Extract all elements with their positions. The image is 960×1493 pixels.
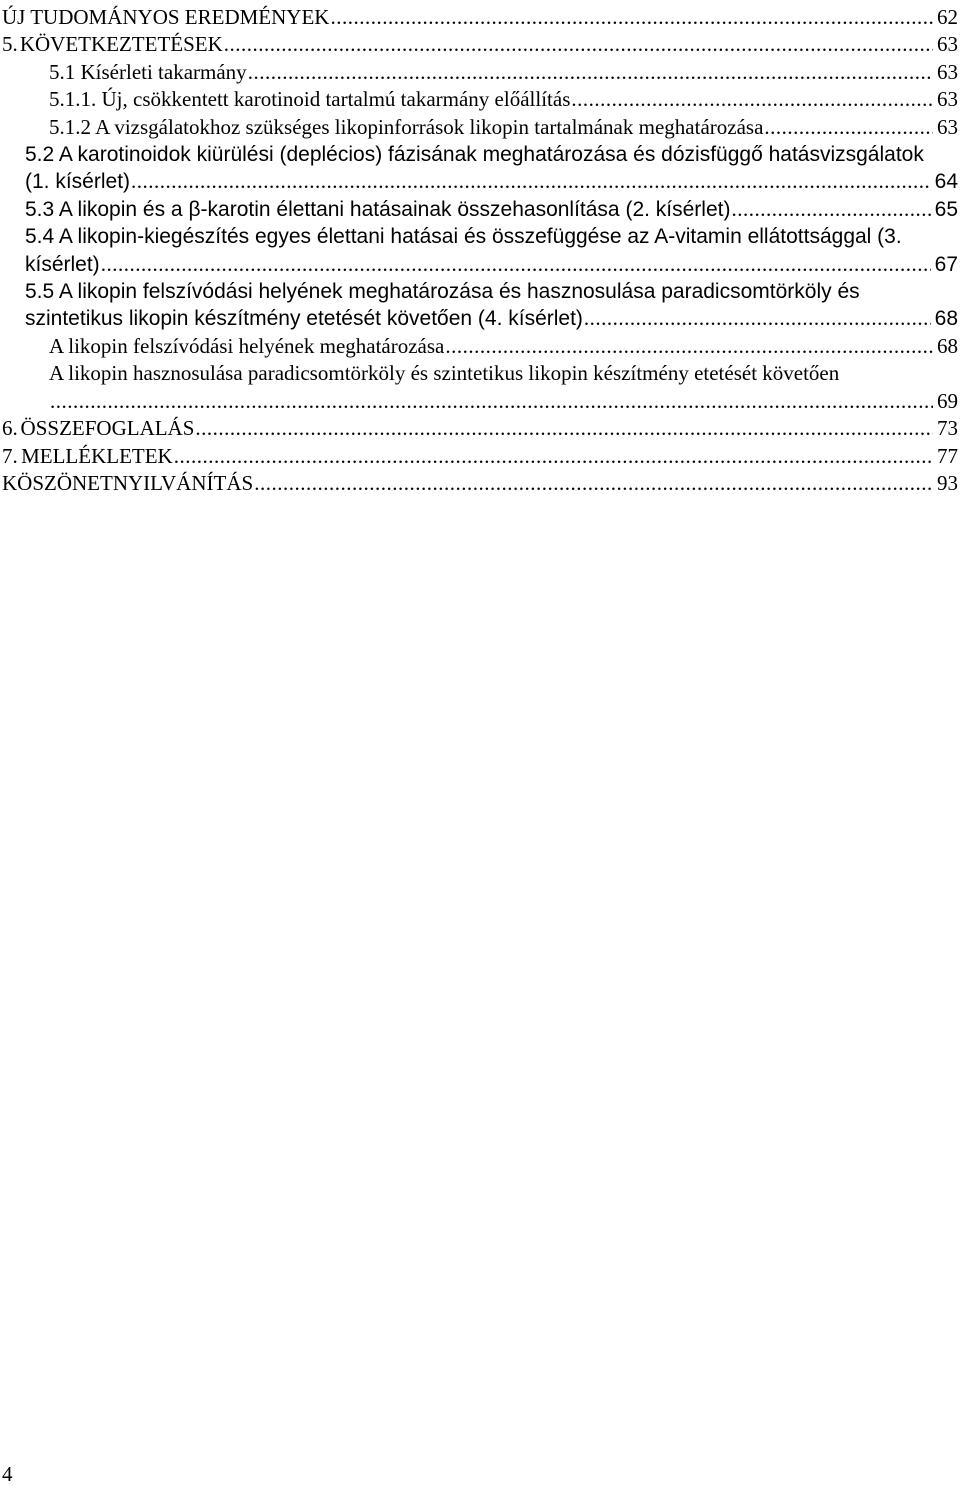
toc-entry[interactable] <box>0 196 960 223</box>
toc-entry-page: 93 <box>937 470 958 495</box>
toc-entry[interactable] <box>0 141 960 196</box>
toc-entry-title: 5.1.2 A vizsgálatokhoz szükséges likopinforrások likopin tartalmának meghatározása <box>49 114 764 139</box>
toc-entry-continuation: szintetikus likopin készítmény etetését követően (4. kísérlet) <box>25 307 583 331</box>
dot-leader <box>764 114 933 141</box>
toc-entry-continuation: kísérlet) <box>25 252 100 276</box>
toc-entry-page: 73 <box>937 416 958 441</box>
toc-entry-page: 63 <box>937 59 958 84</box>
dot-leader <box>254 470 933 497</box>
table-of-contents <box>0 4 960 497</box>
toc-entry[interactable] <box>0 114 960 141</box>
toc-entry-title: 5.2 A karotinoidok kiürülési (deplécios) fázisának meghatározása és dózisfüggő hatásvizsgálatok <box>25 143 924 167</box>
dot-leader <box>131 168 931 195</box>
toc-entry-title: A likopin felszívódási helyének meghatározása <box>49 333 445 358</box>
toc-entry[interactable] <box>0 223 960 278</box>
dot-leader <box>248 59 933 86</box>
toc-entry[interactable] <box>0 443 960 470</box>
toc-entry-title: 5.4 A likopin-kiegészítés egyes élettani hatásai és összefüggése az A-vitamin ellátottsággal (3. <box>25 225 902 249</box>
toc-entry-title: MELLÉKLETEK <box>21 443 173 468</box>
toc-entry[interactable] <box>0 333 960 360</box>
dot-leader <box>195 415 933 442</box>
toc-entry-number: 5. <box>2 32 18 57</box>
toc-entry-page: 77 <box>937 443 958 468</box>
dot-leader <box>174 443 933 470</box>
toc-entry-title: KÖVETKEZTETÉSEK <box>19 32 223 57</box>
toc-entry-title: ÚJ TUDOMÁNYOS EREDMÉNYEK <box>2 5 330 29</box>
dot-leader <box>584 305 931 332</box>
dot-leader <box>571 86 933 113</box>
toc-entry-title: 5.1 Kísérleti takarmány <box>49 59 247 84</box>
toc-entry-page: 67 <box>934 252 958 276</box>
toc-entry-title: 5.3 A likopin és a β-karotin élettani hatásainak összehasonlítása (2. kísérlet) <box>25 197 731 221</box>
toc-entry-number: 7. <box>2 443 18 468</box>
toc-entry-title: KÖSZÖNETNYILVÁNÍTÁS <box>2 470 254 495</box>
dot-leader <box>224 31 933 58</box>
toc-entry-page: 62 <box>937 5 958 29</box>
toc-entry-page: 64 <box>934 170 958 194</box>
toc-entry[interactable] <box>0 470 960 497</box>
toc-entry-number: 6. <box>2 416 18 441</box>
toc-entry-page: 63 <box>937 32 958 57</box>
toc-entry-page: 65 <box>934 197 958 221</box>
dot-leader <box>101 251 931 278</box>
toc-entry[interactable] <box>0 278 960 333</box>
dot-leader <box>731 196 930 223</box>
toc-entry-title: 5.5 A likopin felszívódási helyének meghatározása és hasznosulása paradicsomtörköly és <box>25 280 860 304</box>
toc-entry[interactable] <box>0 415 960 442</box>
toc-entry-title: A likopin hasznosulása paradicsomtörköly és szintetikus likopin készítmény etetését követően <box>49 361 840 386</box>
toc-entry-page: 63 <box>937 87 958 112</box>
toc-entry[interactable] <box>0 86 960 113</box>
toc-entry-continuation: (1. kísérlet) <box>25 170 131 194</box>
toc-entry-title: 5.1.1. Új, csökkentett karotinoid tartalmú takarmány előállítás <box>49 87 571 112</box>
toc-entry-page: 69 <box>937 388 958 413</box>
dot-leader <box>330 4 933 31</box>
toc-entry-title: ÖSSZEFOGLALÁS <box>20 416 195 441</box>
toc-entry[interactable] <box>0 31 960 58</box>
toc-entry[interactable] <box>0 360 960 415</box>
dot-leader <box>50 388 933 415</box>
page-number: 4 <box>2 1462 13 1486</box>
toc-entry-page: 68 <box>937 333 958 358</box>
toc-entry[interactable] <box>0 4 960 31</box>
toc-entry-page: 68 <box>934 307 958 331</box>
toc-entry-page: 63 <box>937 114 958 139</box>
toc-entry[interactable] <box>0 59 960 86</box>
dot-leader <box>445 333 933 360</box>
